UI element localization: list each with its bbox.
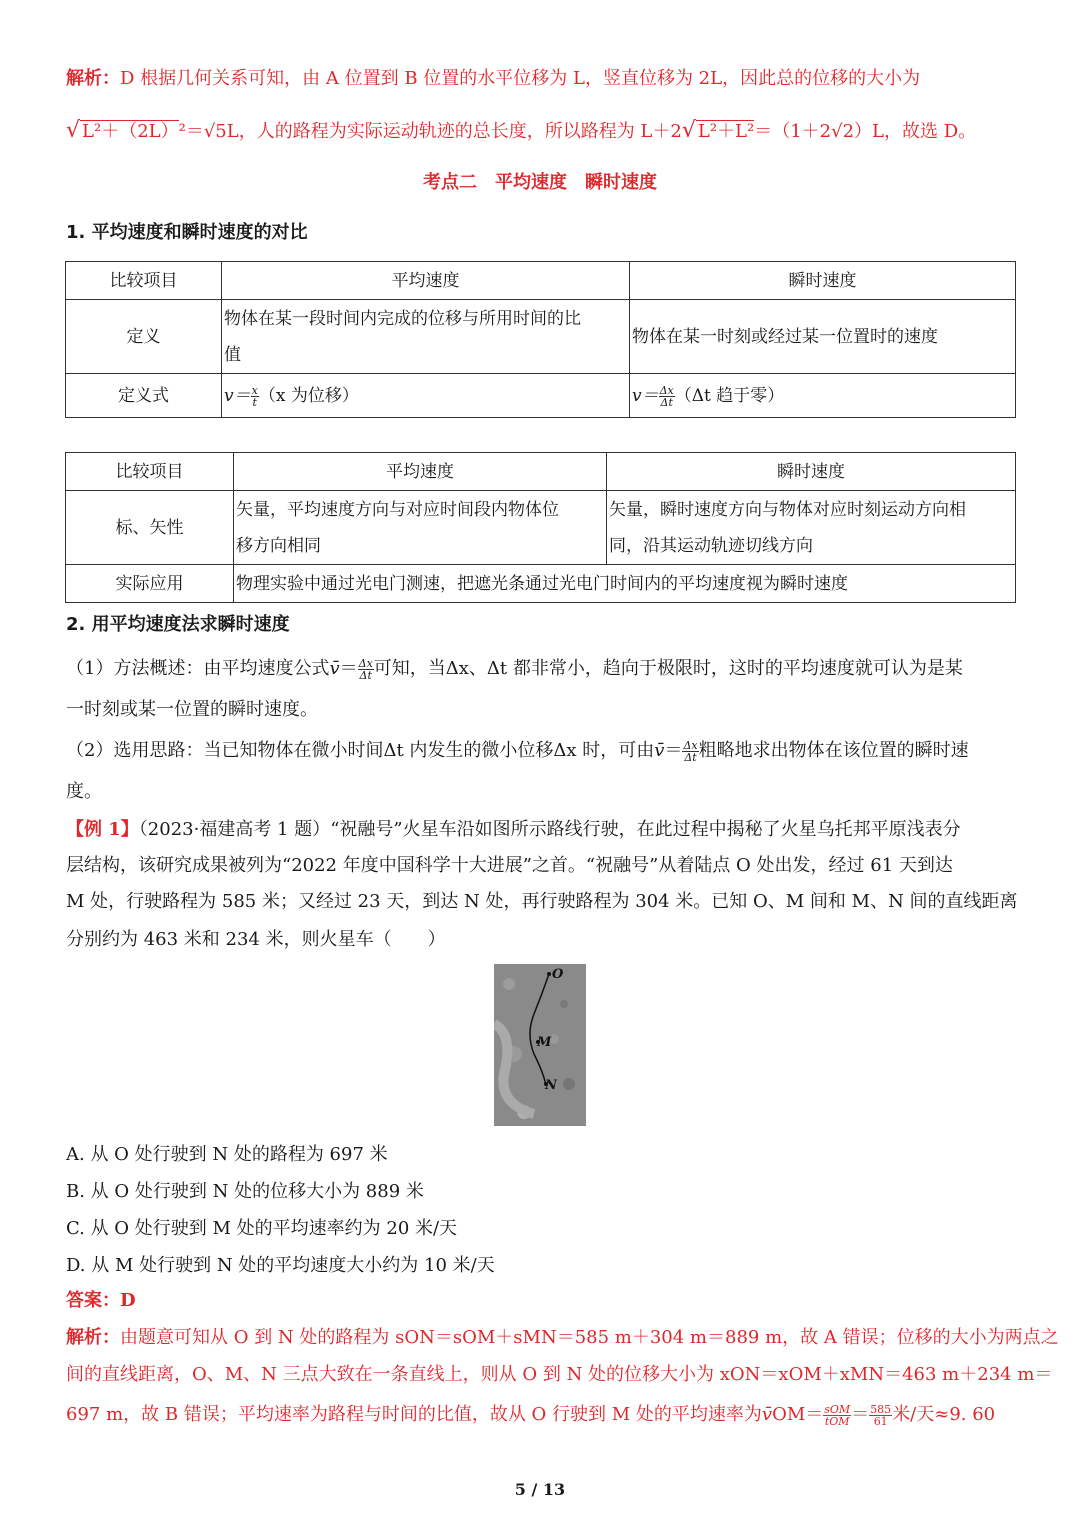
example-line-2: 层结构，该研究成果被列为“2022 年度中国科学十大进展”之首。“祝融号”从着陆点 O 处出发，经过 61 天到达	[66, 855, 953, 876]
option-b: B. 从 O 处行驶到 N 处的位移大小为 889 米	[66, 1181, 424, 1202]
point-label: M	[537, 1035, 552, 1050]
page-number: 5 / 13	[514, 1480, 566, 1499]
table-cell: v＝ $\frac{x}{t}$ （x 为位移）	[222, 374, 630, 418]
heading-method: 2. 用平均速度法求瞬时速度	[66, 614, 290, 635]
comparison-table-1	[65, 261, 1016, 418]
table-cell: 物体在某一时刻或经过某一位置时的速度	[630, 300, 1016, 374]
table-cell: v＝ $\frac{\Delta x}{\Delta t}$ （Δt 趋于零）	[630, 374, 1016, 418]
section-title: 考点二 平均速度 瞬时速度	[423, 172, 657, 193]
paragraph-1-cont: 一时刻或某一位置的瞬时速度。	[66, 699, 318, 720]
mars-route-figure	[494, 964, 586, 1126]
table-cell: 矢量，瞬时速度方向与物体对应时刻运动方向相 同，沿其运动轨迹切线方向	[607, 491, 1016, 565]
heading-comparison: 1. 平均速度和瞬时速度的对比	[66, 222, 308, 243]
table-cell: 定义式	[66, 374, 222, 418]
table-cell: 物理实验中通过光电门测速，把遮光条通过光电门时间内的平均速度视为瞬时速度	[234, 565, 1016, 603]
analysis-line-3: 697 m，故 B 错误；平均速率为路程与时间的比值，故从 O 行驶到 M 处的平均速率为v̄OM＝ $\frac{\text{sOM}}{\text{tOM}}$ ＝ $\frac{585}{61}$ 米/天≈9. 60	[66, 1402, 996, 1428]
comparison-table-2	[65, 452, 1016, 603]
table-cell: 矢量，平均速度方向与对应时间段内物体位 移方向相同	[234, 491, 607, 565]
intro-line-1: 解析：D 根据几何关系可知，由 A 位置到 B 位置的水平位移为 L，竖直位移为 2L，因此总的位移的大小为	[66, 68, 921, 89]
option-c: C. 从 O 处行驶到 M 处的平均速率约为 20 米/天	[66, 1218, 458, 1239]
sqrt-icon: √	[66, 118, 81, 143]
analysis-line-1: 解析：由题意可知从 O 到 N 处的路程为 sON＝sOM＋sMN＝585 m＋304 m＝889 m，故 A 错误；位移的大小为两点之	[66, 1327, 1059, 1348]
option-d: D. 从 M 处行驶到 N 处的平均速度大小约为 10 米/天	[66, 1255, 495, 1276]
table-cell: 物体在某一段时间内完成的位移与所用时间的比 值	[222, 300, 630, 374]
table-header: 平均速度	[234, 453, 607, 491]
table-header: 比较项目	[66, 262, 222, 300]
paragraph-2: （2）选用思路：当已知物体在微小时间Δt 内发生的微小位移Δx 时，可由v̄＝ $\frac{\Delta x}{\Delta t}$ 粗略地求出物体在该位置的瞬时速	[66, 738, 969, 764]
sqrt-icon: √	[681, 118, 696, 143]
table-cell: 标、矢性	[66, 491, 234, 565]
analysis-line-2: 间的直线距离，O、M、N 三点大致在一条直线上，则从 O 到 N 处的位移大小为 xON＝xOM＋xMN＝463 m＋234 m＝	[66, 1364, 1053, 1385]
intro-line-2: √ L²＋（2L）²＝√5L，人的路程为实际运动轨迹的总长度，所以路程为 L＋2√ L²＋L²＝（1＋2√2）L，故选 D。	[66, 118, 977, 143]
example-line-3: M 处，行驶路程为 585 米；又经过 23 天，到达 N 处，再行驶路程为 304 米。已知 O、M 间和 M、N 间的直线距离	[66, 891, 1018, 912]
paragraph-2-cont: 度。	[66, 781, 102, 802]
paragraph-1: （1）方法概述：由平均速度公式v̄＝ $\frac{\Delta x}{\Delta t}$ 可知，当Δx、Δt 都非常小，趋向于极限时，这时的平均速度就可认为是某	[66, 656, 963, 682]
answer: 答案：D	[66, 1290, 136, 1311]
analysis-label: 解析：	[66, 68, 120, 89]
example-line-4: 分别约为 463 米和 234 米，则火星车（ ）	[66, 929, 446, 950]
table-header: 平均速度	[222, 262, 630, 300]
analysis-label: 解析：	[66, 1327, 120, 1348]
table-header: 瞬时速度	[630, 262, 1016, 300]
point-label: N	[545, 1078, 557, 1093]
table-header: 瞬时速度	[607, 453, 1016, 491]
option-a: A. 从 O 处行驶到 N 处的路程为 697 米	[66, 1144, 388, 1165]
table-cell: 定义	[66, 300, 222, 374]
point-label: O	[552, 967, 564, 982]
table-cell: 实际应用	[66, 565, 234, 603]
table-header: 比较项目	[66, 453, 234, 491]
example-tag: 【例 1】	[66, 819, 139, 840]
example-line-1: 【例 1】（2023·福建高考 1 题）“祝融号”火星车沿如图所示路线行驶，在此过程中揭秘了火星乌托邦平原浅表分	[66, 819, 961, 840]
